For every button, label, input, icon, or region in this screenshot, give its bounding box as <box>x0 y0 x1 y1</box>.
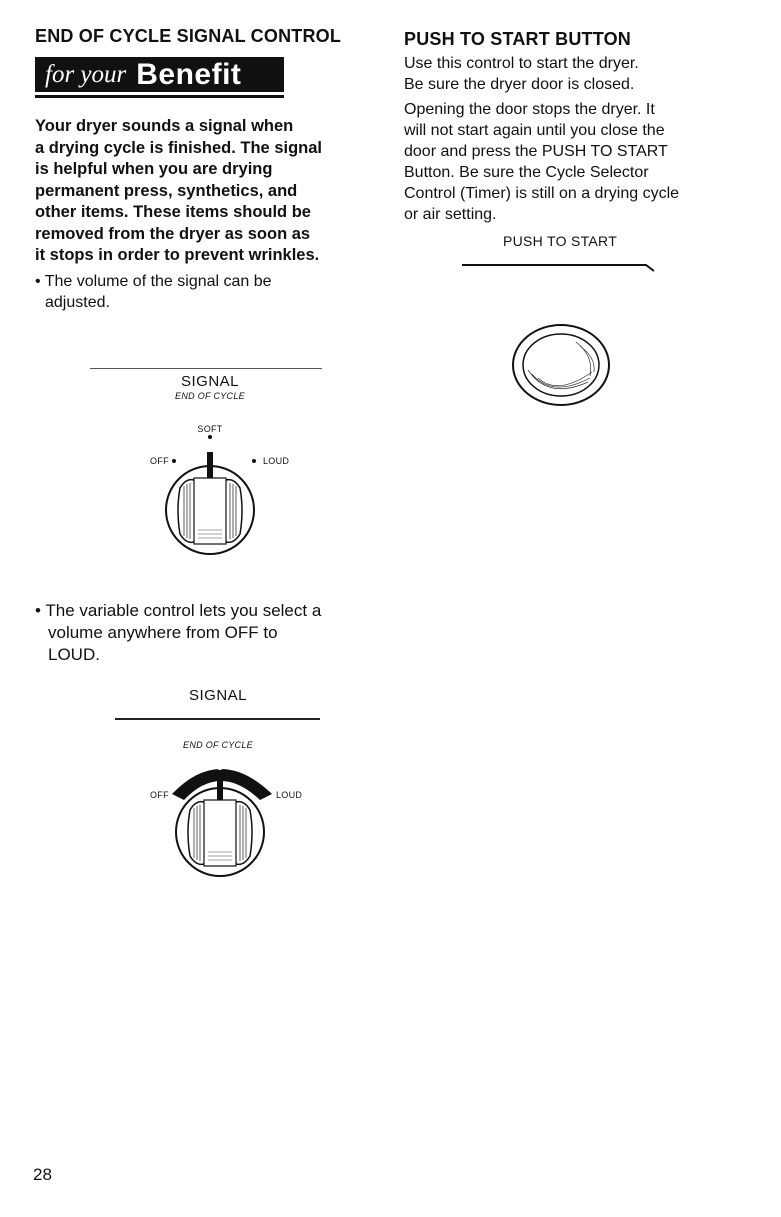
paragraph-line: Button. Be sure the Cycle Selector <box>404 164 649 181</box>
badge-benefit-text: Benefit <box>136 57 242 91</box>
diagram2-rule <box>115 718 320 720</box>
paragraph-line: or air setting. <box>404 206 497 223</box>
benefit-line: removed from the dryer as soon as <box>35 224 311 243</box>
signal-knob-arc-icon <box>160 752 280 892</box>
diagram2-subtitle: END OF CYCLE <box>183 740 253 750</box>
diagram1-title: SIGNAL <box>180 373 240 390</box>
paragraph-line: Use this control to start the dryer. <box>404 55 639 72</box>
diagram1-rule <box>90 368 322 369</box>
for-your-benefit-badge <box>35 57 284 92</box>
badge-underline <box>35 95 284 98</box>
diagram1-subtitle: END OF CYCLE <box>175 391 245 401</box>
push-to-start-label: PUSH TO START <box>502 233 618 249</box>
benefit-line: is helpful when you are drying <box>35 160 273 178</box>
bullet-line: LOUD. <box>48 645 100 664</box>
diagram2-off-label: OFF <box>150 790 169 800</box>
badge-script-text: for your <box>45 60 127 88</box>
signal-knob-icon <box>150 430 270 570</box>
bullet-variable-control <box>35 600 385 666</box>
benefit-line: a drying cycle is finished. The signal <box>35 138 323 157</box>
bullet-volume-adjust <box>35 271 375 313</box>
paragraph-line: door and press the PUSH TO START <box>404 143 668 160</box>
page-number: 28 <box>33 1165 52 1184</box>
benefit-line: Your dryer sounds a signal when <box>35 117 294 135</box>
bullet-line: • The variable control lets you select a <box>35 601 322 620</box>
diagram1-soft-label: SOFT <box>197 424 223 434</box>
bullet-line: • The volume of the signal can be <box>35 273 272 290</box>
benefit-paragraph <box>35 116 380 267</box>
paragraph-line: will not start again until you close the <box>404 122 665 139</box>
diagram2-loud-label: LOUD <box>276 790 303 800</box>
paragraph-line: Opening the door stops the dryer. It <box>404 101 655 118</box>
diagram1-off-label: OFF <box>150 456 169 466</box>
push-to-start-rule <box>460 262 660 274</box>
paragraph-line: Control (Timer) is still on a drying cycle <box>404 185 680 202</box>
section-heading-push-to-start: PUSH TO START BUTTON <box>404 29 632 49</box>
benefit-line: permanent press, synthetics, and <box>35 181 298 200</box>
bullet-line: adjusted. <box>45 294 110 311</box>
benefit-line: other items. These items should be <box>35 203 311 221</box>
benefit-line: it stops in order to prevent wrinkles. <box>35 246 320 264</box>
section-heading-signal: END OF CYCLE SIGNAL CONTROL <box>35 26 342 46</box>
push-to-start-paragraph <box>404 53 754 225</box>
diagram2-title: SIGNAL <box>188 687 248 704</box>
paragraph-line: Be sure the dryer door is closed. <box>404 76 635 93</box>
diagram1-loud-label: LOUD <box>263 456 290 466</box>
bullet-line: volume anywhere from OFF to <box>48 623 278 642</box>
push-to-start-button-icon <box>508 322 614 408</box>
